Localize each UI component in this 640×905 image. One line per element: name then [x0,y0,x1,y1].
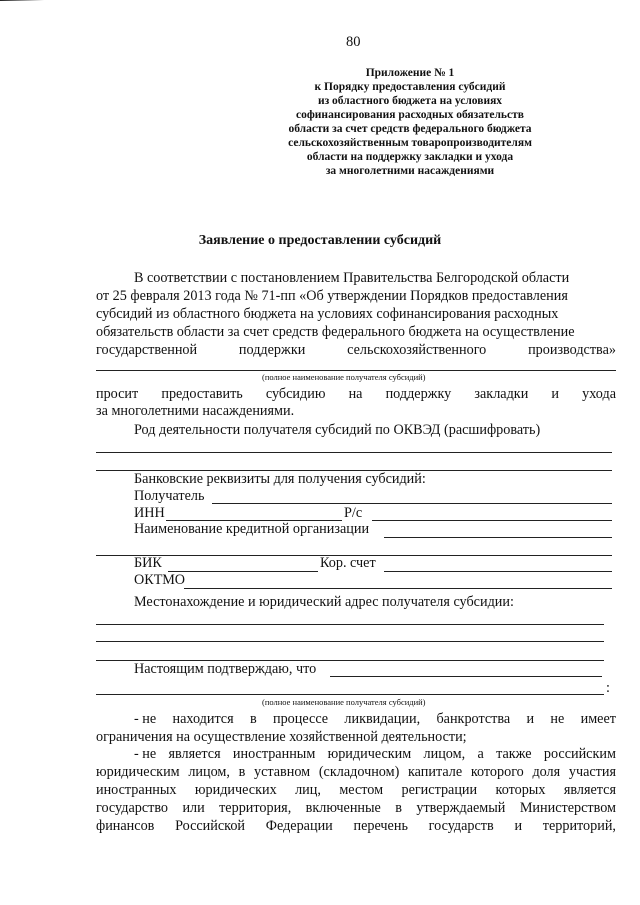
appendix-header [250,66,570,178]
condition-line: юридическим лицом, в уставном (складочном) капитале которого доля участия [96,764,616,780]
okved-field-1[interactable] [96,452,612,453]
appendix-line: за многолетними насаждениями [325,165,495,177]
recipient-name-field[interactable] [96,370,616,371]
document-title: Заявление о предоставлении субсидий [198,233,442,248]
confirm-colon: : [606,680,610,696]
page-number: 80 [346,34,361,50]
bik-field[interactable] [168,571,318,572]
request-line: просит предоставить субсидию на поддержку закладки и ухода [96,386,616,402]
condition-line: государство или территория, включенные в утверждаемый Министерством [96,800,616,816]
condition-line: иностранных юридических лиц, местом регистрации которых является [96,782,616,798]
confirm-field-1[interactable] [330,676,602,677]
bank-heading: Банковские реквизиты для получения субсидий: [134,471,426,487]
credit-org-field[interactable] [384,537,612,538]
confirm-caption: (полное наименование получателя субсидий) [262,697,426,707]
okved-label: Род деятельности получателя субсидий по ОКВЭД (расшифровать) [134,422,541,438]
account-field[interactable] [372,520,612,521]
corr-account-label: Кор. счет [320,555,376,571]
confirm-field-2[interactable] [96,694,604,695]
intro-line: государственной поддержки сельскохозяйственного производства» [96,342,616,358]
appendix-line: области на поддержку закладки и ухода [306,151,514,163]
scan-artifact-line [0,0,280,1]
intro-line: обязательств области за счет средств федерального бюджета на осуществление [96,324,575,340]
appendix-line: к Порядку предоставления субсидий [314,81,506,93]
appendix-line: сельскохозяйственным товаропроизводителям [288,137,532,149]
condition-line: финансов Российской Федерации перечень государств и территорий, [96,818,616,834]
credit-org-label: Наименование кредитной организации [134,521,370,537]
intro-line: субсидий из областного бюджета на условиях софинансирования расходных [96,306,559,322]
bank-recipient-label: Получатель [134,488,205,504]
appendix-line: области за счет средств федерального бюджета [288,123,532,135]
oktmo-field[interactable] [184,588,612,589]
recipient-caption: (полное наименование получателя субсидий) [262,372,426,382]
oktmo-label: ОКТМО [134,572,186,588]
condition-line: ограничения на осуществление хозяйственной деятельности; [96,729,467,745]
request-line: за многолетними насаждениями. [96,403,295,419]
condition-line: - не находится в процессе ликвидации, банкротства и не имеет [134,711,616,727]
address-label: Местонахождение и юридический адрес получателя субсидии: [134,594,514,610]
corr-account-field[interactable] [384,571,612,572]
address-field-2[interactable] [96,641,604,642]
bik-label: БИК [134,555,162,571]
intro-line: от 25 февраля 2013 года № 71-пп «Об утверждении Порядков предоставления [96,288,568,304]
bank-recipient-field[interactable] [212,503,612,504]
account-label: Р/с [344,505,363,521]
confirm-label: Настоящим подтверждаю, что [134,661,317,677]
address-field-1[interactable] [96,624,604,625]
condition-line: - не является иностранным юридическим лицом, а также российским [134,746,616,762]
appendix-line: софинансирования расходных обязательств [296,109,524,121]
inn-label: ИНН [134,505,165,521]
appendix-title: Приложение № 1 [365,67,455,79]
intro-line: В соответствии с постановлением Правительства Белгородской области [134,270,570,286]
appendix-line: из областного бюджета на условиях [317,95,503,107]
